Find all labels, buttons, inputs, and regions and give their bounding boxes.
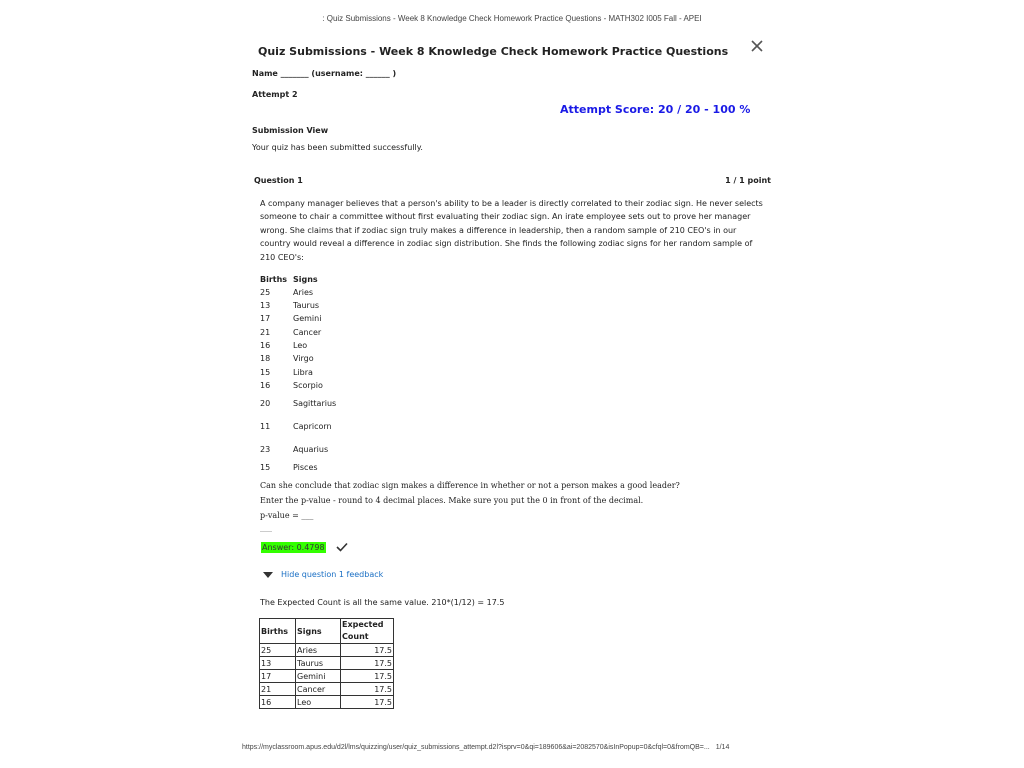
table-row: 17 Gemini 17.5 bbox=[261, 671, 392, 681]
print-header: : Quiz Submissions - Week 8 Knowledge Check Homework Practice Questions - MATH302 I005 Fall - APEI bbox=[322, 14, 702, 23]
prompt-pvalue: Enter the p-value - round to 4 decimal places. Make sure you put the 0 in front of the decimal. bbox=[260, 496, 644, 505]
close-icon[interactable] bbox=[749, 38, 765, 54]
zodiac-row: 20 Sagittarius bbox=[260, 399, 337, 408]
question-text: A company manager believes that a person's ability to be a leader is directly correlated to their zodiac sign. He never selects someone to chair a committee without first evaluating their zodiac sign. An irate employee sets out to prove her manager wrong. She claims that if zodiac sign truly makes a difference in leadership, then a random sample of 210 CEO's in our country would reveal a difference in zodiac sign distribution. She finds the following zodiac signs for her random sample of 210 CEO's: bbox=[260, 199, 763, 262]
table-header: Births bbox=[260, 619, 296, 644]
table-row: 13 Taurus 17.5 bbox=[261, 658, 392, 668]
zodiac-row: 16 Leo bbox=[260, 341, 308, 350]
zodiac-row: 15 Libra bbox=[260, 368, 313, 377]
zodiac-row: 16 Scorpio bbox=[260, 381, 323, 390]
answer-value: Answer: 0.4798 bbox=[262, 543, 325, 552]
hide-feedback-toggle[interactable] bbox=[263, 570, 383, 579]
page-title: Quiz Submissions - Week 8 Knowledge Check Homework Practice Questions bbox=[258, 45, 729, 58]
table-header: Expected Count bbox=[341, 619, 394, 644]
question-points: 1 / 1 point bbox=[725, 176, 771, 185]
triangle-down-icon bbox=[263, 572, 273, 578]
expected-count-table bbox=[259, 618, 394, 709]
zodiac-row: 17 Gemini bbox=[260, 314, 322, 323]
table-row: 16 Leo 17.5 bbox=[261, 697, 392, 707]
print-footer bbox=[242, 744, 782, 751]
zodiac-row: 15 Pisces bbox=[260, 463, 318, 472]
expected-count-note: The Expected Count is all the same value. 210*(1/12) = 17.5 bbox=[260, 598, 505, 607]
question-label: Question 1 bbox=[254, 176, 303, 185]
zodiac-row: 23 Aquarius bbox=[260, 445, 329, 454]
submission-view-heading: Submission View bbox=[252, 126, 329, 135]
page-number: 1/14 bbox=[715, 744, 730, 751]
table-header: Signs bbox=[296, 619, 341, 644]
births-header: Births bbox=[260, 275, 288, 284]
attempt-score: Attempt Score: 20 / 20 - 100 % bbox=[560, 103, 751, 116]
attempt-label: Attempt 2 bbox=[252, 90, 298, 99]
signs-header: Signs bbox=[293, 275, 318, 284]
table-header-row bbox=[260, 619, 394, 644]
zodiac-row: 18 Virgo bbox=[260, 354, 314, 363]
blank-line: ___ bbox=[260, 523, 272, 532]
zodiac-list-header bbox=[260, 275, 318, 284]
pvalue-line: p-value = ___ bbox=[260, 511, 314, 520]
check-icon bbox=[336, 542, 348, 552]
table-row: 21 Cancer 17.5 bbox=[261, 684, 392, 694]
submitted-message: Your quiz has been submitted successfully. bbox=[252, 143, 423, 152]
zodiac-row: 13 Taurus bbox=[260, 301, 320, 310]
table-row: 25 Aries 17.5 bbox=[261, 645, 392, 655]
footer-url: https://myclassroom.apus.edu/d2l/lms/quizzing/user/quiz_submissions_attempt.d2l?isprv=0&qi=189606&ai=2082570&isInPopup=0&cfql=0&fromQB=... bbox=[242, 744, 710, 751]
prompt-conclude: Can she conclude that zodiac sign makes a difference in whether or not a person makes a good leader? bbox=[260, 481, 680, 490]
name-line: Name _______ (username: ______ ) bbox=[252, 69, 397, 78]
zodiac-row: 21 Cancer bbox=[260, 328, 322, 337]
zodiac-row: 11 Capricorn bbox=[260, 422, 332, 431]
zodiac-row: 25 Aries bbox=[260, 288, 314, 297]
feedback-toggle-label: Hide question 1 feedback bbox=[281, 570, 384, 579]
